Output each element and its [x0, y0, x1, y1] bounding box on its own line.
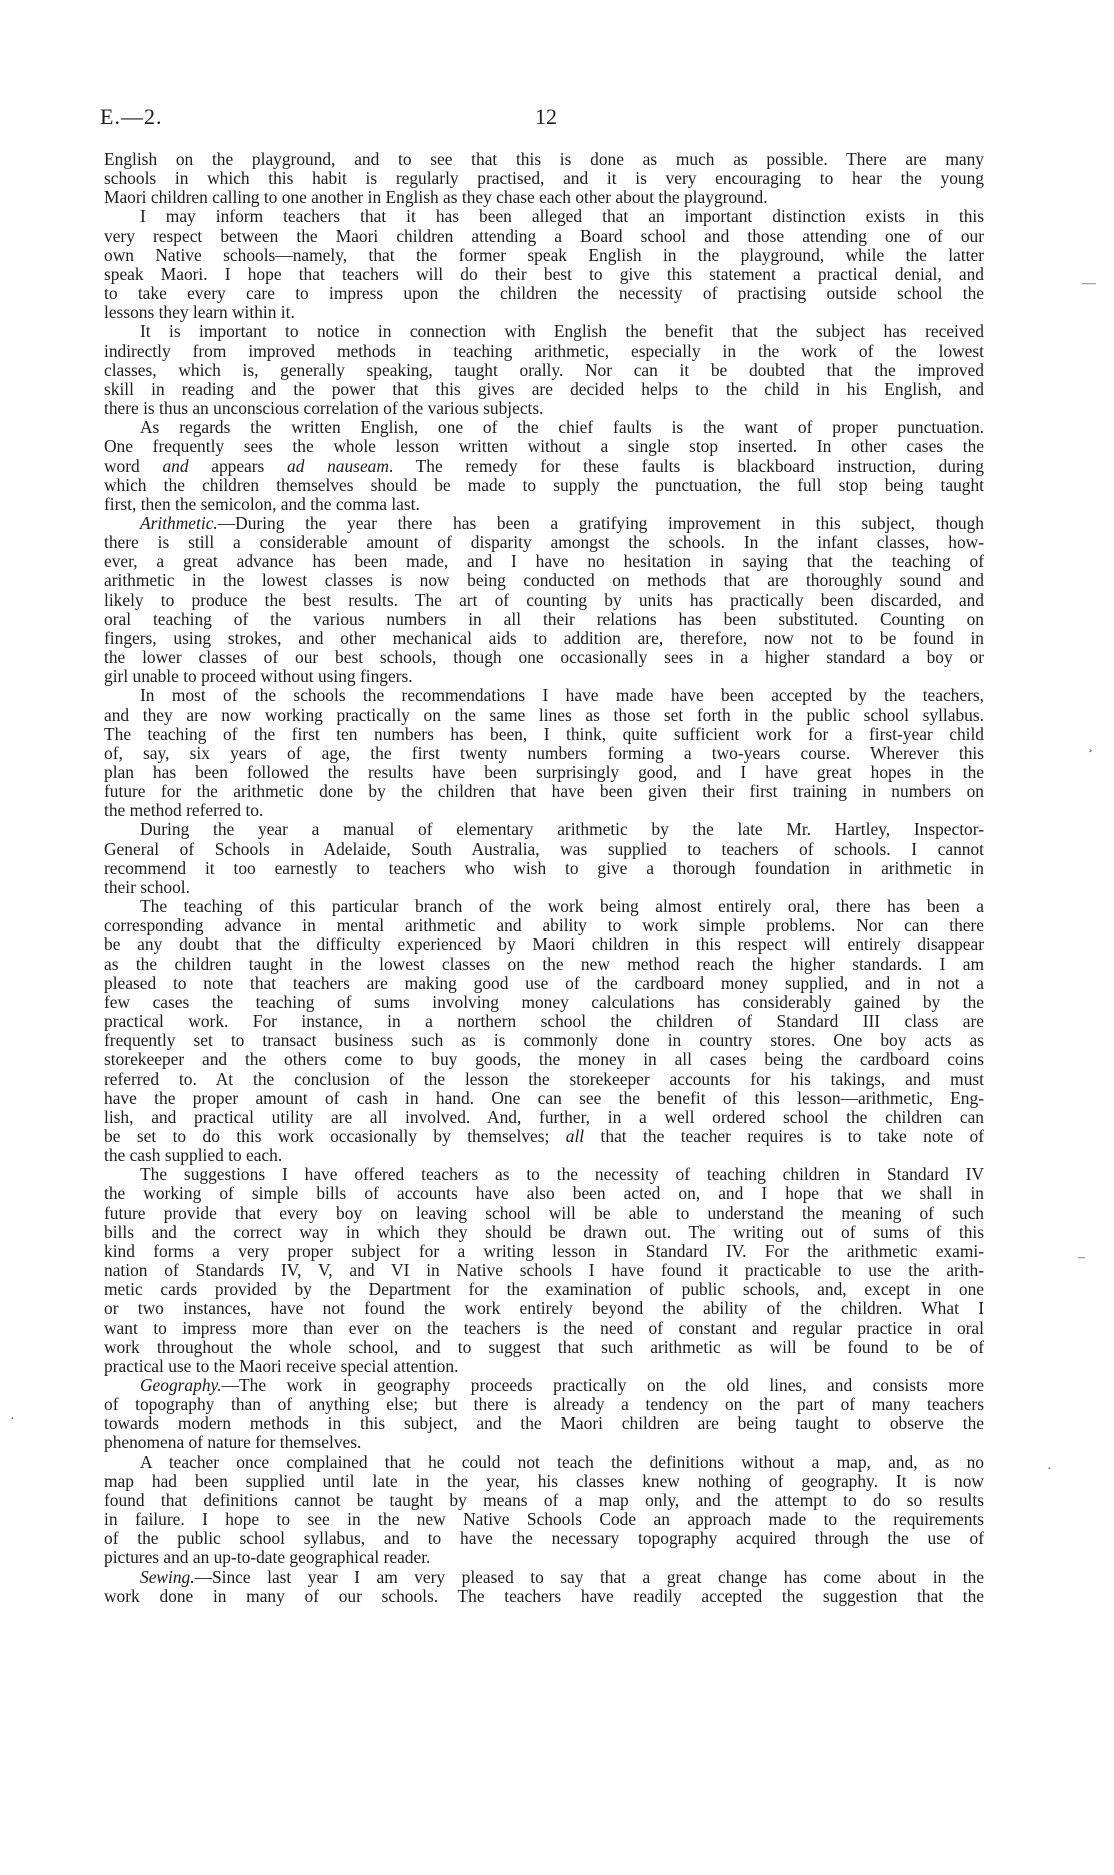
text-line: the method referred to.: [104, 800, 264, 821]
text-line: found that definitions cannot be taught by means of a map only, and the attempt to do so results: [104, 1489, 984, 1510]
text-line: girl unable to proceed without using fingers.: [104, 666, 413, 687]
text-line: lish, and practical utility are all involved. And, further, in a well ordered school the children can: [104, 1106, 984, 1127]
paragraph: [104, 1376, 984, 1453]
text-line: nation of Standards IV, V, and VI in Native schools I have found it practicable to use the arith-: [104, 1260, 984, 1281]
paragraph: [104, 686, 984, 820]
text-line: and they are now working practically on the same lines as those set forth in the public school syllabus.: [104, 704, 984, 725]
text-line: work done in many of our schools. The teachers have readily accepted the suggestion that the: [104, 1585, 984, 1606]
text-line: skill in reading and the power that this gives are decided helps to the child in his English, and: [104, 378, 984, 399]
document-reference: E.—2.: [100, 104, 163, 129]
text-line: future for the arithmetic done by the children that have been given their first training in numbers on: [104, 781, 984, 802]
text-line: ever, a great advance has been made, and I have no hesitation in saying that the teaching of: [104, 551, 984, 572]
margin-mark: —: [1082, 276, 1096, 291]
text-line: Geography.—The work in geography proceeds practically on the old lines, and consists more: [140, 1375, 984, 1395]
text-line: metic cards provided by the Department for the examination of public schools, and, except in one: [104, 1279, 984, 1300]
text-line: there is still a considerable amount of disparity amongst the schools. In the infant classes, how-: [104, 532, 984, 553]
text-line: During the year a manual of elementary arithmetic by the late Mr. Hartley, Inspector-: [140, 819, 984, 840]
margin-mark: –: [1078, 1250, 1085, 1265]
paragraph: [104, 207, 984, 322]
text-line: Maori children calling to one another in English as they chase each other about the playground.: [104, 187, 768, 208]
text-line: The teaching of the first ten numbers has been, I think, quite sufficient work for a first-year child: [104, 723, 984, 744]
text-line: the lower classes of our best schools, though one occasionally sees in a higher standard a boy or: [104, 647, 984, 668]
text-line: referred to. At the conclusion of the lesson the storekeeper accounts for his takings, and must: [104, 1068, 984, 1089]
paragraph: [104, 322, 984, 418]
text-line: practical use to the Maori receive special attention.: [104, 1355, 459, 1376]
text-line: It is important to notice in connection with English the benefit that the subject has received: [140, 321, 984, 342]
paragraph: [104, 1165, 984, 1376]
text-line: indirectly from improved methods in teaching arithmetic, especially in the work of the lowest: [104, 340, 984, 361]
paragraph: [104, 514, 984, 686]
text-line: their school.: [104, 876, 190, 897]
paragraph: [104, 1568, 984, 1606]
text-line: there is thus an unconscious correlation of the various subjects.: [104, 398, 544, 419]
text-line: map had been supplied until late in the year, his classes knew nothing of geography. It is now: [104, 1470, 984, 1491]
text-line: first, then the semicolon, and the comma last.: [104, 493, 420, 514]
text-line: English on the playground, and to see that this is done as much as possible. There are many: [104, 149, 984, 169]
text-line: which the children themselves should be made to supply the punctuation, the full stop being taught: [104, 474, 984, 495]
text-line: future provide that every boy on leaving school will be able to understand the meaning of such: [104, 1202, 984, 1223]
text-line: towards modern methods in this subject, and the Maori children are being taught to observe the: [104, 1413, 984, 1434]
text-line: plan has been followed the results have been surprisingly good, and I have great hopes in the: [104, 762, 984, 782]
text-line: the working of simple bills of accounts have also been acted on, and I hope that we shall in: [104, 1183, 984, 1204]
text-line: frequently set to transact business such as is commonly done in country stores. One boy acts as: [104, 1030, 984, 1051]
text-line: pictures and an up-to-date geographical reader.: [104, 1547, 431, 1568]
text-line: A teacher once complained that he could not teach the definitions without a map, and, as no: [140, 1451, 984, 1472]
paragraph: [104, 897, 984, 1165]
text-line: or two instances, have not found the work entirely beyond the ability of the children. What I: [104, 1298, 984, 1319]
text-line: work throughout the whole school, and to suggest that such arithmetic as will be found to be of: [104, 1336, 984, 1357]
text-line: of the public school syllabus, and to have the necessary topography acquired through the use of: [104, 1528, 984, 1549]
text-line: kind forms a very proper subject for a writing lesson in Standard IV. For the arithmetic exami-: [104, 1240, 984, 1261]
text-line: corresponding advance in mental arithmetic and ability to work simple problems. Nor can there: [104, 915, 984, 936]
text-line: have the proper amount of cash in hand. One can see the benefit of this lesson—arithmetic, Eng-: [104, 1087, 984, 1108]
text-line: Sewing.—Since last year I am very pleased to say that a great change has come about in the: [140, 1566, 984, 1587]
margin-mark: ¸: [1088, 738, 1093, 753]
text-line: own Native schools—namely, that the former speak English in the playground, while the latter: [104, 244, 984, 265]
text-line: schools in which this habit is regularly practised, and it is very encouraging to hear the young: [104, 168, 984, 189]
text-line: oral teaching of the various numbers in all their relations has been substituted. Counting on: [104, 608, 984, 629]
text-line: very respect between the Maori children attending a Board school and those attending one of our: [104, 225, 984, 246]
text-line: be any doubt that the difficulty experienced by Maori children in this respect will entirely disappear: [104, 934, 984, 955]
text-line: arithmetic in the lowest classes is now being conducted on methods that are thoroughly sound and: [104, 570, 984, 591]
paragraph: [104, 418, 984, 514]
paragraph: [104, 820, 984, 897]
text-line: As regards the written English, one of the chief faults is the want of proper punctuation.: [140, 417, 984, 438]
text-line: One frequently sees the whole lesson written without a single stop inserted. In other cases the: [104, 436, 984, 457]
text-line: word and appears ad nauseam. The remedy for these faults is blackboard instruction, during: [104, 455, 984, 476]
text-line: as the children taught in the lowest classes on the new method reach the higher standards. I am: [104, 953, 984, 974]
text-line: bills and the correct way in which they should be drawn out. The writing out of sums of this: [104, 1221, 984, 1242]
text-line: likely to produce the best results. The art of counting by units has practically been discarded, and: [104, 589, 984, 610]
paragraph: [104, 150, 984, 207]
text-line: want to impress more than ever on the teachers is the need of constant and regular practice in oral: [104, 1317, 984, 1338]
margin-mark: ·: [10, 1412, 15, 1427]
text-line: In most of the schools the recommendations I have made have been accepted by the teachers,: [140, 685, 984, 706]
paragraph: [104, 1453, 984, 1568]
text-line: few cases the teaching of sums involving money calculations has considerably gained by the: [104, 991, 984, 1012]
text-line: Arithmetic.—During the year there has been a gratifying improvement in this subject, though: [140, 512, 984, 533]
text-line: in failure. I hope to see in the new Native Schools Code an approach made to the requirements: [104, 1509, 984, 1530]
text-line: lessons they learn within it.: [104, 302, 295, 323]
text-line: phenomena of nature for themselves.: [104, 1432, 362, 1453]
text-line: the cash supplied to each.: [104, 1145, 283, 1166]
page-number: 12: [535, 104, 557, 129]
text-line: speak Maori. I hope that teachers will do their best to give this statement a practical denial, and: [104, 263, 984, 284]
text-line: classes, which is, generally speaking, taught orally. Nor can it be doubted that the improved: [104, 359, 984, 380]
text-line: General of Schools in Adelaide, South Australia, was supplied to teachers of schools. I cannot: [104, 838, 984, 859]
text-line: fingers, using strokes, and other mechanical aids to addition are, therefore, now not to be found in: [104, 627, 984, 648]
text-line: to take every care to impress upon the children the necessity of practising outside school the: [104, 283, 984, 304]
document-body: [104, 150, 984, 1606]
text-line: The suggestions I have offered teachers as to the necessity of teaching children in Standard IV: [140, 1164, 984, 1185]
text-line: storekeeper and the others come to buy goods, the money in all cases being the cardboard coins: [104, 1049, 984, 1070]
text-line: I may inform teachers that it has been alleged that an important distinction exists in this: [140, 206, 984, 227]
text-line: of, say, six years of age, the first twenty numbers forming a two-years course. Wherever this: [104, 742, 984, 763]
text-line: be set to do this work occasionally by themselves; all that the teacher requires is to take note of: [104, 1125, 984, 1146]
text-line: pleased to note that teachers are making good use of the cardboard money supplied, and in not a: [104, 972, 984, 993]
text-line: practical work. For instance, in a northern school the children of Standard III class are: [104, 1011, 984, 1032]
text-line: of topography than of anything else; but there is already a tendency on the part of many teachers: [104, 1394, 984, 1415]
margin-mark: ·: [1047, 1462, 1052, 1477]
text-line: recommend it too earnestly to teachers who wish to give a thorough foundation in arithmetic in: [104, 857, 984, 878]
text-line: The teaching of this particular branch of the work being almost entirely oral, there has been a: [140, 896, 984, 917]
